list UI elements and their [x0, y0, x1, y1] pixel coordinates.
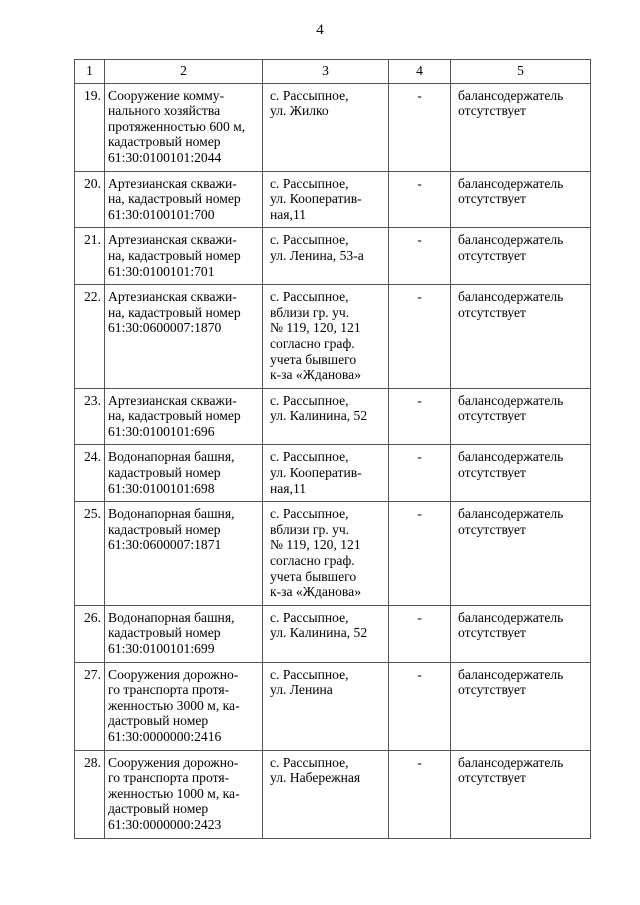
object-address: с. Рассыпное, ул. Кооператив- ная,11 — [263, 445, 389, 502]
object-name: Сооружение комму- нального хозяйства протяженностью 600 м, кадастровый номер 61:30:0100101:2044 — [105, 83, 263, 171]
page-number: 4 — [316, 22, 324, 38]
object-name: Артезианская скважи- на, кадастровый номер 61:30:0600007:1870 — [105, 285, 263, 389]
balance-holder: балансодержатель отсутствует — [451, 228, 591, 285]
header-col-3: 3 — [263, 60, 389, 84]
object-address: с. Рассыпное, вблизи гр. уч. № 119, 120, 121 согласно граф. учета бывшего к-за «Жданова» — [263, 502, 389, 606]
balance-holder: балансодержатель отсутствует — [451, 171, 591, 228]
balance-holder: балансодержатель отсутствует — [451, 388, 591, 445]
table-row — [75, 171, 591, 228]
object-name: Артезианская скважи- на, кадастровый номер 61:30:0100101:700 — [105, 171, 263, 228]
header-col-2: 2 — [105, 60, 263, 84]
header-col-1: 1 — [75, 60, 105, 84]
object-address: с. Рассыпное, вблизи гр. уч. № 119, 120, 121 согласно граф. учета бывшего к-за «Жданова» — [263, 285, 389, 389]
row-number: 21. — [75, 228, 105, 285]
object-address: с. Рассыпное, ул. Калинина, 52 — [263, 605, 389, 662]
object-address: с. Рассыпное, ул. Ленина, 53-а — [263, 228, 389, 285]
row-number: 26. — [75, 605, 105, 662]
row-number: 23. — [75, 388, 105, 445]
table-header-row — [75, 60, 591, 84]
balance-holder: балансодержатель отсутствует — [451, 750, 591, 838]
header-col-5: 5 — [451, 60, 591, 84]
object-name: Артезианская скважи- на, кадастровый номер 61:30:0100101:696 — [105, 388, 263, 445]
balance-holder: балансодержатель отсутствует — [451, 445, 591, 502]
row-number: 25. — [75, 502, 105, 606]
table-row — [75, 445, 591, 502]
column-4-value: - — [389, 388, 451, 445]
table-row — [75, 605, 591, 662]
object-name: Водонапорная башня, кадастровый номер 61:30:0100101:699 — [105, 605, 263, 662]
column-4-value: - — [389, 445, 451, 502]
balance-holder: балансодержатель отсутствует — [451, 285, 591, 389]
object-name: Артезианская скважи- на, кадастровый номер 61:30:0100101:701 — [105, 228, 263, 285]
table-row — [75, 285, 591, 389]
object-address: с. Рассыпное, ул. Кооператив- ная,11 — [263, 171, 389, 228]
object-name: Водонапорная башня, кадастровый номер 61:30:0100101:698 — [105, 445, 263, 502]
row-number: 20. — [75, 171, 105, 228]
table-row — [75, 750, 591, 838]
column-4-value: - — [389, 750, 451, 838]
column-4-value: - — [389, 228, 451, 285]
table-row — [75, 228, 591, 285]
row-number: 24. — [75, 445, 105, 502]
property-table — [74, 59, 591, 839]
object-name: Сооружения дорожно- го транспорта протя- женностью 1000 м, ка- дастровый номер 61:30:0000000:2423 — [105, 750, 263, 838]
header-col-4: 4 — [389, 60, 451, 84]
object-address: с. Рассыпное, ул. Ленина — [263, 662, 389, 750]
column-4-value: - — [389, 171, 451, 228]
object-address: с. Рассыпное, ул. Набережная — [263, 750, 389, 838]
table-row — [75, 662, 591, 750]
column-4-value: - — [389, 605, 451, 662]
column-4-value: - — [389, 662, 451, 750]
object-address: с. Рассыпное, ул. Жилко — [263, 83, 389, 171]
object-name: Сооружения дорожно- го транспорта протя- женностью 3000 м, ка- дастровый номер 61:30:0000000:2416 — [105, 662, 263, 750]
column-4-value: - — [389, 502, 451, 606]
row-number: 22. — [75, 285, 105, 389]
row-number: 27. — [75, 662, 105, 750]
column-4-value: - — [389, 285, 451, 389]
object-name: Водонапорная башня, кадастровый номер 61:30:0600007:1871 — [105, 502, 263, 606]
row-number: 19. — [75, 83, 105, 171]
table-row — [75, 388, 591, 445]
balance-holder: балансодержатель отсутствует — [451, 662, 591, 750]
balance-holder: балансодержатель отсутствует — [451, 502, 591, 606]
table-row — [75, 502, 591, 606]
table-row — [75, 83, 591, 171]
object-address: с. Рассыпное, ул. Калинина, 52 — [263, 388, 389, 445]
balance-holder: балансодержатель отсутствует — [451, 83, 591, 171]
balance-holder: балансодержатель отсутствует — [451, 605, 591, 662]
column-4-value: - — [389, 83, 451, 171]
row-number: 28. — [75, 750, 105, 838]
